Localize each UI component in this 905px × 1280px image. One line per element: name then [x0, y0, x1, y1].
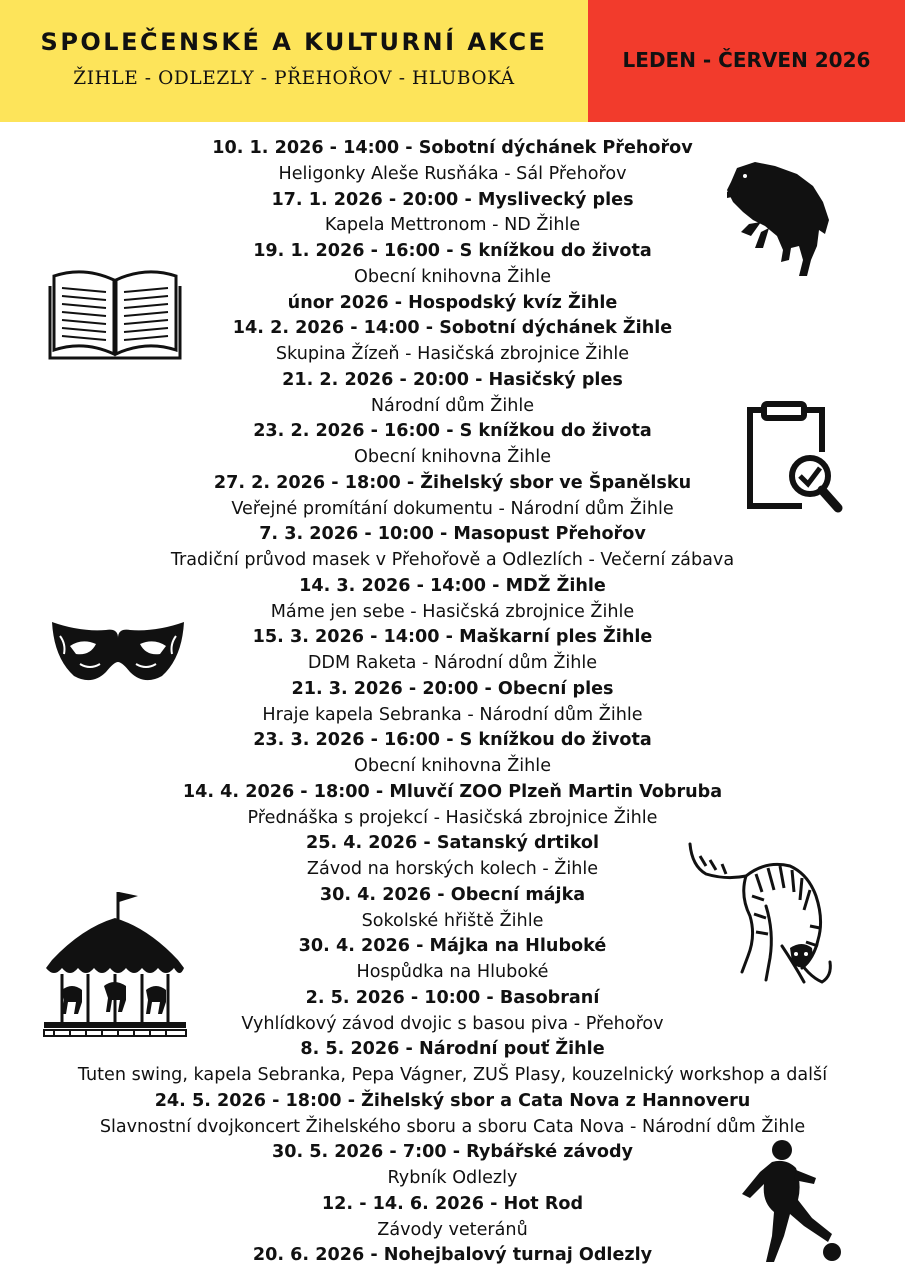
- event-date: 17. 1. 2026 - 20:00: [271, 189, 459, 210]
- event-name: MDŽ Žihle: [505, 575, 606, 596]
- villages-subtitle: ŽIHLE - ODLEZLY - PŘEHOŘOV - HLUBOKÁ: [73, 68, 515, 89]
- event-separator: -: [440, 421, 460, 442]
- header-title-panel: [0, 0, 588, 122]
- event-separator: -: [400, 472, 421, 493]
- event-detail: Rybník Odlezly: [387, 1168, 518, 1188]
- event-separator: -: [399, 138, 419, 158]
- event-title: [0, 728, 905, 754]
- event-date: 24. 5. 2026 - 18:00: [154, 1090, 342, 1111]
- event-separator: -: [419, 318, 440, 339]
- event-name: Hasičský ples: [488, 369, 623, 390]
- event-separator: -: [440, 241, 460, 261]
- event-date: 27. 2. 2026 - 18:00: [213, 472, 401, 493]
- event-name: Masopust Přehořov: [453, 524, 646, 545]
- event-date: 30. 4. 2026: [298, 936, 410, 957]
- event-separator: -: [478, 678, 498, 699]
- event-detail: Hospůdka na Hluboké: [356, 962, 549, 982]
- event-separator: -: [440, 730, 460, 751]
- event-separator: -: [409, 936, 430, 957]
- event-name: Sobotní dýchánek Žihle: [439, 318, 673, 339]
- event-name: Maškarní ples Žihle: [459, 627, 653, 648]
- date-range: LEDEN - ČERVEN 2026: [622, 48, 871, 72]
- event-name: Rybářské závody: [466, 1142, 634, 1163]
- event-date: 21. 2. 2026 - 20:00: [282, 369, 469, 390]
- event-name: Obecní májka: [450, 884, 586, 905]
- event-date: 19. 1. 2026 - 16:00: [253, 241, 441, 261]
- event-separator: -: [431, 884, 451, 905]
- event-separator: -: [417, 833, 437, 854]
- event-detail: Sokolské hřiště Žihle: [361, 910, 544, 931]
- event-date: 8. 5. 2026: [300, 1039, 400, 1060]
- carousel-icon: [42, 890, 188, 1038]
- event-separator: -: [439, 627, 460, 648]
- event-separator: -: [468, 369, 489, 390]
- event-separator: -: [399, 1039, 419, 1060]
- event-detail: Skupina Žízeň - Hasičská zbrojnice Žihle: [275, 344, 630, 364]
- event-date: 23. 2. 2026 - 16:00: [253, 421, 441, 442]
- event-detail: Závody veteránů: [377, 1219, 528, 1240]
- event-date: 14. 2. 2026 - 14:00: [232, 318, 420, 339]
- page-title: SPOLEČENSKÉ A KULTURNÍ AKCE: [40, 28, 548, 56]
- event-detail: Máme jen sebe - Hasičská zbrojnice Žihle: [270, 601, 635, 622]
- event-name: Mluvčí ZOO Plzeň Martin Vobruba: [389, 781, 723, 802]
- event-separator: -: [480, 987, 500, 1008]
- event-date: 10. 1. 2026 - 14:00: [212, 138, 400, 158]
- event-separator: -: [388, 292, 409, 313]
- event-title: [0, 780, 905, 806]
- header: [0, 0, 905, 122]
- carnival-mask-icon: [50, 614, 186, 686]
- event-separator: -: [483, 1193, 504, 1214]
- event-name: Nohejbalový turnaj Odlezly: [383, 1245, 653, 1266]
- event-detail: Přednáška s projekcí - Hasičská zbrojnice Žihle: [247, 807, 658, 828]
- clipboard-search-icon: [744, 400, 844, 515]
- book-icon: [48, 262, 183, 360]
- event-separator: -: [369, 781, 390, 802]
- event-name: Hot Rod: [503, 1193, 584, 1214]
- event-detail: Tuten swing, kapela Sebranka, Pepa Vágner, ZUŠ Plasy, kouzelnický workshop a další: [77, 1065, 828, 1085]
- event-separator: -: [486, 575, 506, 596]
- event-name: S knížkou do života: [459, 241, 652, 261]
- event-detail: Obecní knihovna Žihle: [353, 447, 552, 467]
- event-name: Sobotní dýchánek Přehořov: [418, 138, 693, 158]
- event-date: 21. 3. 2026 - 20:00: [291, 678, 479, 699]
- event-detail: Veřejné promítání dokumentu - Národní dům Žihle: [231, 498, 674, 519]
- event-detail: Obecní knihovna Žihle: [353, 756, 552, 776]
- event-separator: -: [446, 1142, 467, 1163]
- event-detail: Kapela Mettronom - ND Žihle: [324, 215, 581, 236]
- event-name: Žihelský sbor a Cata Nova z Hannoveru: [361, 1090, 751, 1111]
- event-name: Satanský drtikol: [436, 833, 600, 854]
- event-name: S knížkou do života: [459, 421, 652, 442]
- event-detail: Tradiční průvod masek v Přehořově a Odlezlích - Večerní zábava: [170, 550, 735, 570]
- event-date: 23. 3. 2026 - 16:00: [253, 730, 441, 751]
- event-name: Myslivecký ples: [477, 189, 634, 210]
- event-name: Hospodský kvíz Žihle: [408, 292, 618, 313]
- event-separator: -: [458, 189, 478, 210]
- event-date: 25. 4. 2026: [305, 833, 418, 854]
- event-date: 14. 3. 2026 - 14:00: [299, 575, 487, 596]
- event-title: [0, 574, 905, 600]
- event-date: 20. 6. 2026: [252, 1245, 365, 1266]
- event-separator: -: [341, 1090, 362, 1111]
- event-detail: Vyhlídkový závod dvojic s basou piva - Přehořov: [241, 1013, 664, 1034]
- event-separator: -: [433, 524, 454, 545]
- event-separator: -: [364, 1245, 384, 1266]
- event-date: 12. - 14. 6. 2026: [321, 1193, 484, 1214]
- event-date: 14. 4. 2026 - 18:00: [182, 781, 370, 802]
- event-detail: Národní dům Žihle: [370, 395, 535, 416]
- football-player-icon: [736, 1138, 846, 1273]
- event-name: Basobraní: [499, 987, 600, 1008]
- event-detail: DDM Raketa - Národní dům Žihle: [307, 653, 598, 673]
- tiger-icon: [686, 836, 834, 988]
- event-name: S knížkou do života: [459, 730, 652, 751]
- event-title: [0, 1089, 905, 1115]
- event-date: únor 2026: [287, 292, 389, 313]
- event-date: 15. 3. 2026 - 14:00: [252, 627, 440, 648]
- event-date: 2. 5. 2026 - 10:00: [305, 987, 481, 1008]
- event-title: [0, 522, 905, 548]
- event-name: Žihelský sbor ve Španělsku: [420, 472, 692, 493]
- event-date: 30. 4. 2026: [319, 884, 432, 905]
- event-detail: Závod na horských kolech - Žihle: [306, 859, 599, 879]
- event-detail: Heligonky Aleše Rusňáka - Sál Přehořov: [278, 163, 627, 184]
- event-name: Obecní ples: [497, 678, 614, 699]
- event-date: 7. 3. 2026 - 10:00: [259, 524, 434, 545]
- event-detail: Hraje kapela Sebranka - Národní dům Žihle: [262, 704, 643, 725]
- event-name: Májka na Hluboké: [429, 936, 607, 957]
- header-date-panel: [588, 0, 905, 122]
- event-name: Národní pouť Žihle: [418, 1039, 605, 1060]
- event-detail: Slavnostní dvojkoncert Žihelského sboru a sboru Cata Nova - Národní dům Žihle: [99, 1116, 806, 1137]
- event-title: [0, 368, 905, 394]
- event-title: [0, 1037, 905, 1063]
- boar-icon: [725, 156, 835, 281]
- event-detail: Obecní knihovna Žihle: [353, 266, 552, 287]
- event-date: 30. 5. 2026 - 7:00: [271, 1142, 447, 1163]
